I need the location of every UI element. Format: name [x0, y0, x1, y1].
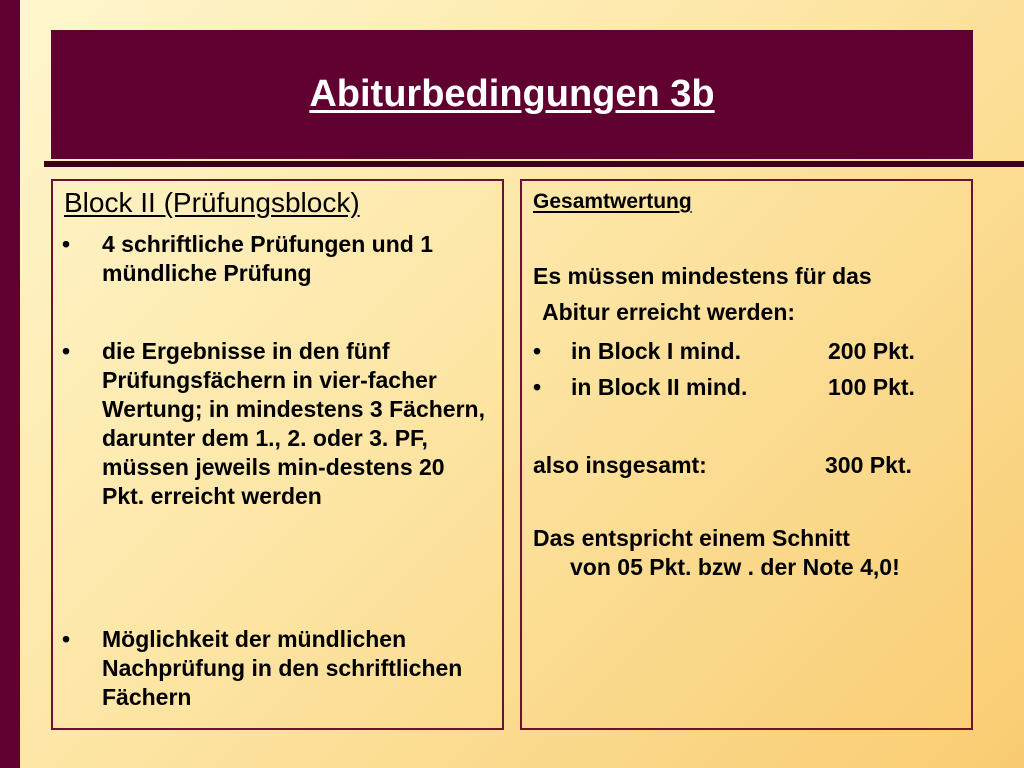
- block-ii-panel: [51, 179, 504, 730]
- row-value: 200 Pkt.: [828, 338, 915, 364]
- bullet-text: 4 schriftliche Prüfungen und 1 mündliche Prüfung: [102, 231, 433, 286]
- bullet-icon: •: [62, 626, 71, 652]
- total-label: also insgesamt:: [533, 452, 707, 478]
- row-label: in Block II mind.: [571, 374, 748, 400]
- summary-rest: von 05 Pkt. bzw . der Note 4,0!: [570, 554, 900, 580]
- total-value: 300 Pkt.: [825, 452, 912, 478]
- summary-text: [533, 524, 959, 582]
- intro-line-2: Abitur erreicht werden:: [542, 299, 796, 325]
- slide-title: Abiturbedingungen 3b: [309, 73, 715, 115]
- row-value: 100 Pkt.: [828, 374, 915, 400]
- bullet-text: Möglichkeit der mündlichen Nachprüfung in den schriftlichen Fächern: [102, 626, 463, 710]
- summary-first-line: Das entspricht einem Schnitt: [533, 525, 850, 551]
- bullet-icon: •: [62, 231, 71, 257]
- block-ii-heading: Block II (Prüfungsblock): [64, 187, 360, 218]
- gesamtwertung-panel: [520, 179, 973, 730]
- intro-line-1: Es müssen mindestens für das: [533, 263, 872, 289]
- bullet-icon: •: [62, 338, 71, 364]
- bullet-icon: •: [533, 338, 542, 364]
- bullet-text: die Ergebnisse in den fünf Prüfungsfächern in vier-facher Wertung; in mindestens 3 Fächern, darunter dem 1., 2. oder 3. PF, müssen jeweils min-destens 20 Pkt. erreicht werden: [102, 338, 485, 509]
- left-accent-bar: [0, 0, 20, 768]
- row-label: in Block I mind.: [571, 338, 741, 364]
- bullet-icon: •: [533, 374, 542, 400]
- title-divider: [44, 161, 1024, 167]
- gesamtwertung-heading: Gesamtwertung: [533, 190, 692, 213]
- title-banner: [51, 30, 973, 159]
